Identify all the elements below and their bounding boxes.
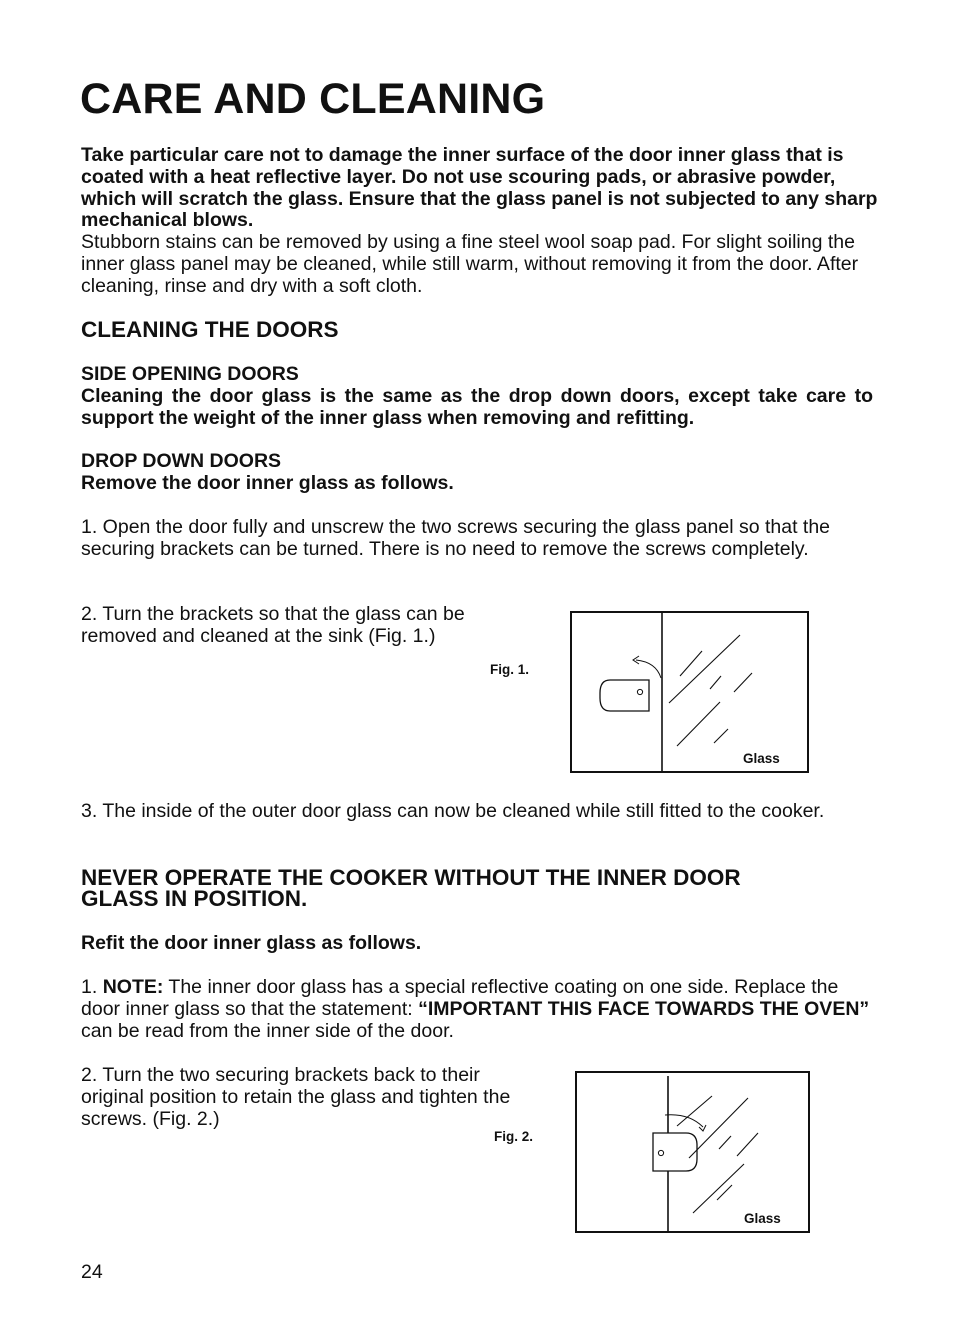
- refit-step-1-number: 1.: [81, 976, 103, 998]
- refit-important-statement: “IMPORTANT THIS FACE TOWARDS THE OVEN”: [418, 997, 870, 1020]
- refit-note-label: NOTE:: [102, 976, 164, 998]
- warning-line-1: NEVER OPERATE THE COOKER WITHOUT THE INNER DOOR: [81, 865, 741, 890]
- page-title: CARE AND CLEANING: [80, 75, 546, 123]
- remove-step-3: 3. The inside of the outer door glass can now be cleaned while still fitted to the cooker.: [81, 800, 825, 822]
- remove-step-1: 1. Open the door fully and unscrew the two screws securing the glass panel so that the securing brackets can be turned. There is no need to remove the screws completely.: [81, 516, 831, 560]
- fig1-rotation-arrow: [636, 660, 661, 678]
- fig1-drawing: [572, 613, 807, 771]
- refit-heading: Refit the door inner glass as follows.: [81, 932, 422, 954]
- section-heading-cleaning-doors: CLEANING THE DOORS: [81, 317, 339, 342]
- side-opening-section: [81, 364, 873, 429]
- intro-warning-text: Take particular care not to damage the inner surface of the door inner glass that is coated with a heat reflective layer. Do not use scouring pads, or abrasive powder, which will scratch the glass. Ensure that the glass panel is not subjected to any sharp mechanical blows.: [81, 144, 878, 232]
- warning-heading: [81, 867, 901, 909]
- fig1-caption: Fig. 1.: [490, 662, 530, 677]
- fig1-bracket: [600, 680, 649, 711]
- fig2-glass-label: Glass: [744, 1211, 781, 1226]
- side-opening-heading: SIDE OPENING DOORS: [81, 363, 299, 385]
- refit-step-2: 2. Turn the two securing brackets back to their original position to retain the glass and tighten the screws. (Fig. 2.): [81, 1064, 511, 1130]
- drop-down-subheading: Remove the door inner glass as follows.: [81, 471, 454, 494]
- drop-down-section: [81, 451, 873, 495]
- fig1-diagram: [570, 611, 809, 773]
- fig2-bracket: [653, 1133, 697, 1171]
- warning-line-2: GLASS IN POSITION.: [81, 886, 308, 911]
- fig2-diagram: [575, 1071, 810, 1233]
- drop-down-heading: DROP DOWN DOORS: [81, 450, 282, 472]
- refit-step-1: [81, 977, 881, 1042]
- fig2-rotation-arrow: [665, 1115, 703, 1127]
- fig2-caption: Fig. 2.: [494, 1129, 534, 1144]
- fig1-glass-label: Glass: [743, 751, 780, 766]
- remove-step-2: 2. Turn the brackets so that the glass can be removed and cleaned at the sink (Fig. 1.): [81, 603, 465, 647]
- refit-step-1-text-end: can be read from the inner side of the door.: [81, 1019, 454, 1042]
- fig2-drawing: [577, 1073, 808, 1231]
- side-opening-text: Cleaning the door glass is the same as the drop down doors, except take care to support the weight of the inner glass when removing and refitting.: [81, 384, 873, 429]
- intro-section: [81, 145, 881, 298]
- fig1-glass-hatching: [669, 635, 752, 746]
- refit-step-1-text: The inner door glass has a special reflective coating on one side. Replace the door inner glass so that the statement:: [81, 976, 839, 1020]
- page-number: 24: [81, 1261, 103, 1283]
- intro-cleaning-text: Stubborn stains can be removed by using a fine steel wool soap pad. For slight soiling the inner glass panel may be cleaned, while still warm, without removing it from the door. After cleaning, rinse and dry with a soft cloth.: [81, 231, 859, 297]
